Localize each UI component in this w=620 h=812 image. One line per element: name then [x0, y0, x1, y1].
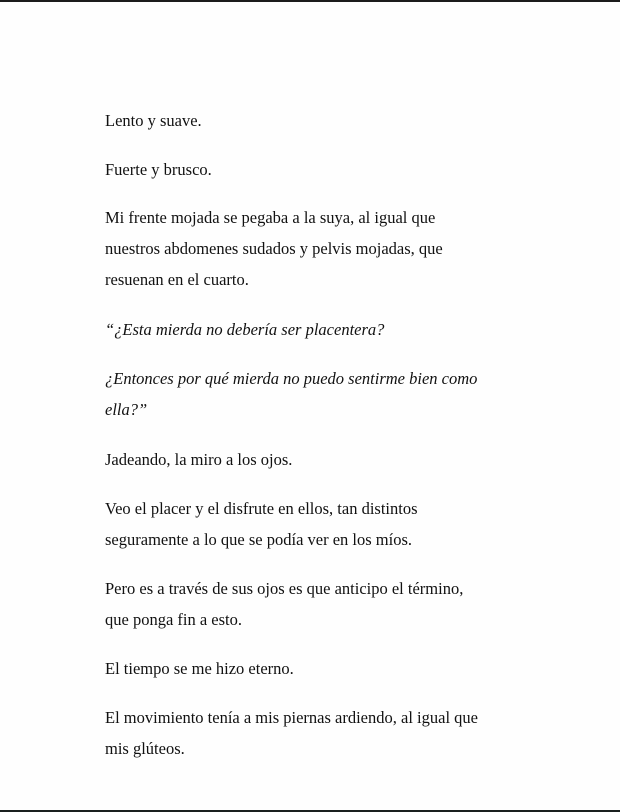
paragraph-line: Lento y suave.: [105, 111, 202, 130]
paragraph-line: Veo el placer y el disfrute en ellos, tan distintos: [105, 499, 418, 518]
paragraph-line: Mi frente mojada se pegaba a la suya, al igual que: [105, 208, 436, 227]
paragraph-line: Fuerte y brusco.: [105, 160, 212, 179]
dialogue-line: “¿Esta mierda no debería ser placentera?: [105, 320, 385, 339]
paragraph-line: resuenan en el cuarto.: [105, 270, 249, 289]
paragraph-line: seguramente a lo que se podía ver en los míos.: [105, 530, 412, 549]
paragraph-line: Jadeando, la miro a los ojos.: [105, 450, 293, 469]
paragraph-line: El tiempo se me hizo eterno.: [105, 659, 294, 678]
paragraph-line: mis glúteos.: [105, 739, 185, 758]
paragraph-line: El movimiento tenía a mis piernas ardiendo, al igual que: [105, 708, 478, 727]
top-border: [0, 0, 620, 2]
paragraph-line: nuestros abdomenes sudados y pelvis mojadas, que: [105, 239, 443, 258]
dialogue-line: ¿Entonces por qué mierda no puedo sentirme bien como: [105, 369, 478, 388]
paragraph-line: que ponga fin a esto.: [105, 610, 243, 629]
dialogue-line: ella?”: [105, 400, 148, 419]
paragraph-line: Pero es a través de sus ojos es que anticipo el término,: [105, 579, 464, 598]
